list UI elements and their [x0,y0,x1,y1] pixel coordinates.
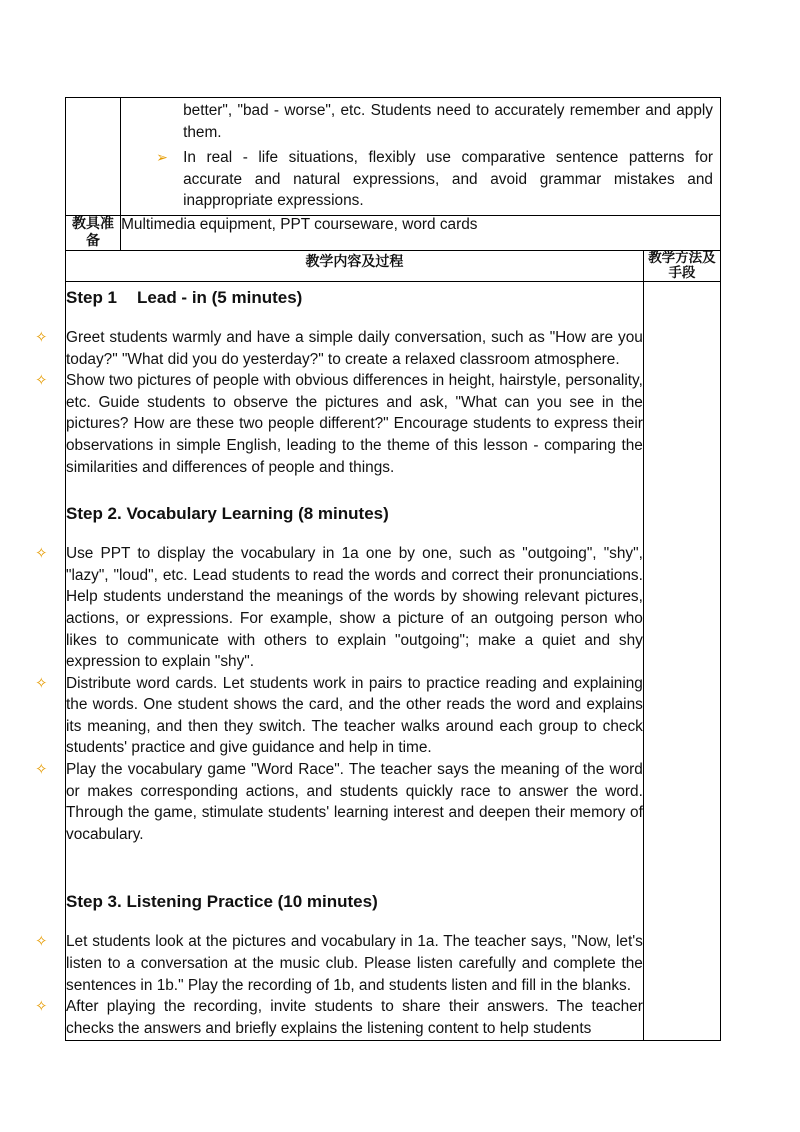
method-header: 教学方法及手段 [643,250,720,281]
star-bullet-icon: ✧ [35,545,48,563]
materials-value: Multimedia equipment, PPT courseware, word cards [121,215,721,250]
list-item [35,759,643,845]
materials-label: 教具准备 [66,215,121,250]
star-bullet-icon: ✧ [35,761,48,779]
content-cell [35,281,644,1040]
step-title [66,287,643,309]
list-item [35,327,643,370]
materials-row [66,215,721,250]
step-title: Step 2. Vocabulary Learning (8 minutes) [66,504,389,524]
objectives-cell [121,98,721,216]
star-bullet-icon: ✧ [35,933,48,951]
list-item [35,673,643,759]
list-item-text: After playing the recording, invite students to share their answers. The teacher checks the answers and briefly explains the listening content to help students [66,998,643,1037]
objective-item [121,145,720,215]
step-number: Step 1 [66,287,118,307]
list-item-text: Use PPT to display the vocabulary in 1a one by one, such as "outgoing", "shy", "lazy", "loud", etc. Lead students to read the words and correct their pronunciations. Help students understand the meanings of the words by showing relevant pictures, actions, or expressions. For example, show a picture of an outgoing person who likes to communicate with others to explain "outgoing"; make a quiet and shy expression to explain "shy". [66,545,643,671]
star-bullet-icon: ✧ [35,674,48,692]
list-item [35,931,643,996]
list-item-text: Greet students warmly and have a simple daily conversation, such as "How are you today?" "What did you do yesterday?" to create a relaxed classroom atmosphere. [66,328,643,368]
method-cell [643,281,720,1040]
list-item [35,543,643,673]
list-item [35,370,643,478]
list-item-text: Distribute word cards. Let students work in pairs to practice reading and explaining the words. One student shows the card, and the other reads the word and explains its meaning, and then they switch. The teacher walks around each group to check students' practice and give guidance and help in time. [66,674,643,757]
step-heading: Lead - in (5 minutes) [137,287,303,307]
step-title: Step 3. Listening Practice (10 minutes) [66,892,378,912]
content-header: 教学内容及过程 [66,250,644,281]
lesson-plan-table [35,97,721,1041]
objective-text: better", "bad - worse", etc. Students need to accurately remember and apply them. [183,102,713,141]
arrow-bullet-icon: ➢ [156,149,168,166]
objective-text: In real - life situations, flexibly use comparative sentence patterns for accurate and natural expressions, and avoid grammar mistakes and inappropriate expressions. [183,149,713,210]
header-row [66,250,721,281]
star-bullet-icon: ✧ [35,328,48,346]
list-item [35,996,643,1040]
objectives-continued-row [66,98,721,216]
star-bullet-icon: ✧ [35,372,48,390]
objective-item [121,98,720,145]
objectives-label-cell [66,98,121,216]
star-bullet-icon: ✧ [35,998,48,1016]
list-item-text: Let students look at the pictures and vocabulary in 1a. The teacher says, "Now, let's listen to a conversation at the music club. Please listen carefully and complete the sentences in 1b." Play the recording of 1b, and students listen and fill in the blanks. [66,933,643,994]
list-item-text: Show two pictures of people with obvious differences in height, hairstyle, personality, etc. Guide students to observe the pictures and ask, "What can you see in the pictures? How are these two people different?" Encourage students to express their observations in simple English, leading to the theme of this lesson - comparing the similarities and differences of people and things. [66,372,643,476]
content-row [66,281,721,1040]
list-item-text: Play the vocabulary game "Word Race". The teacher says the meaning of the word or makes corresponding actions, and students quickly race to answer the word. Through the game, stimulate students' learning interest and deepen their memory of vocabulary. [66,761,643,843]
